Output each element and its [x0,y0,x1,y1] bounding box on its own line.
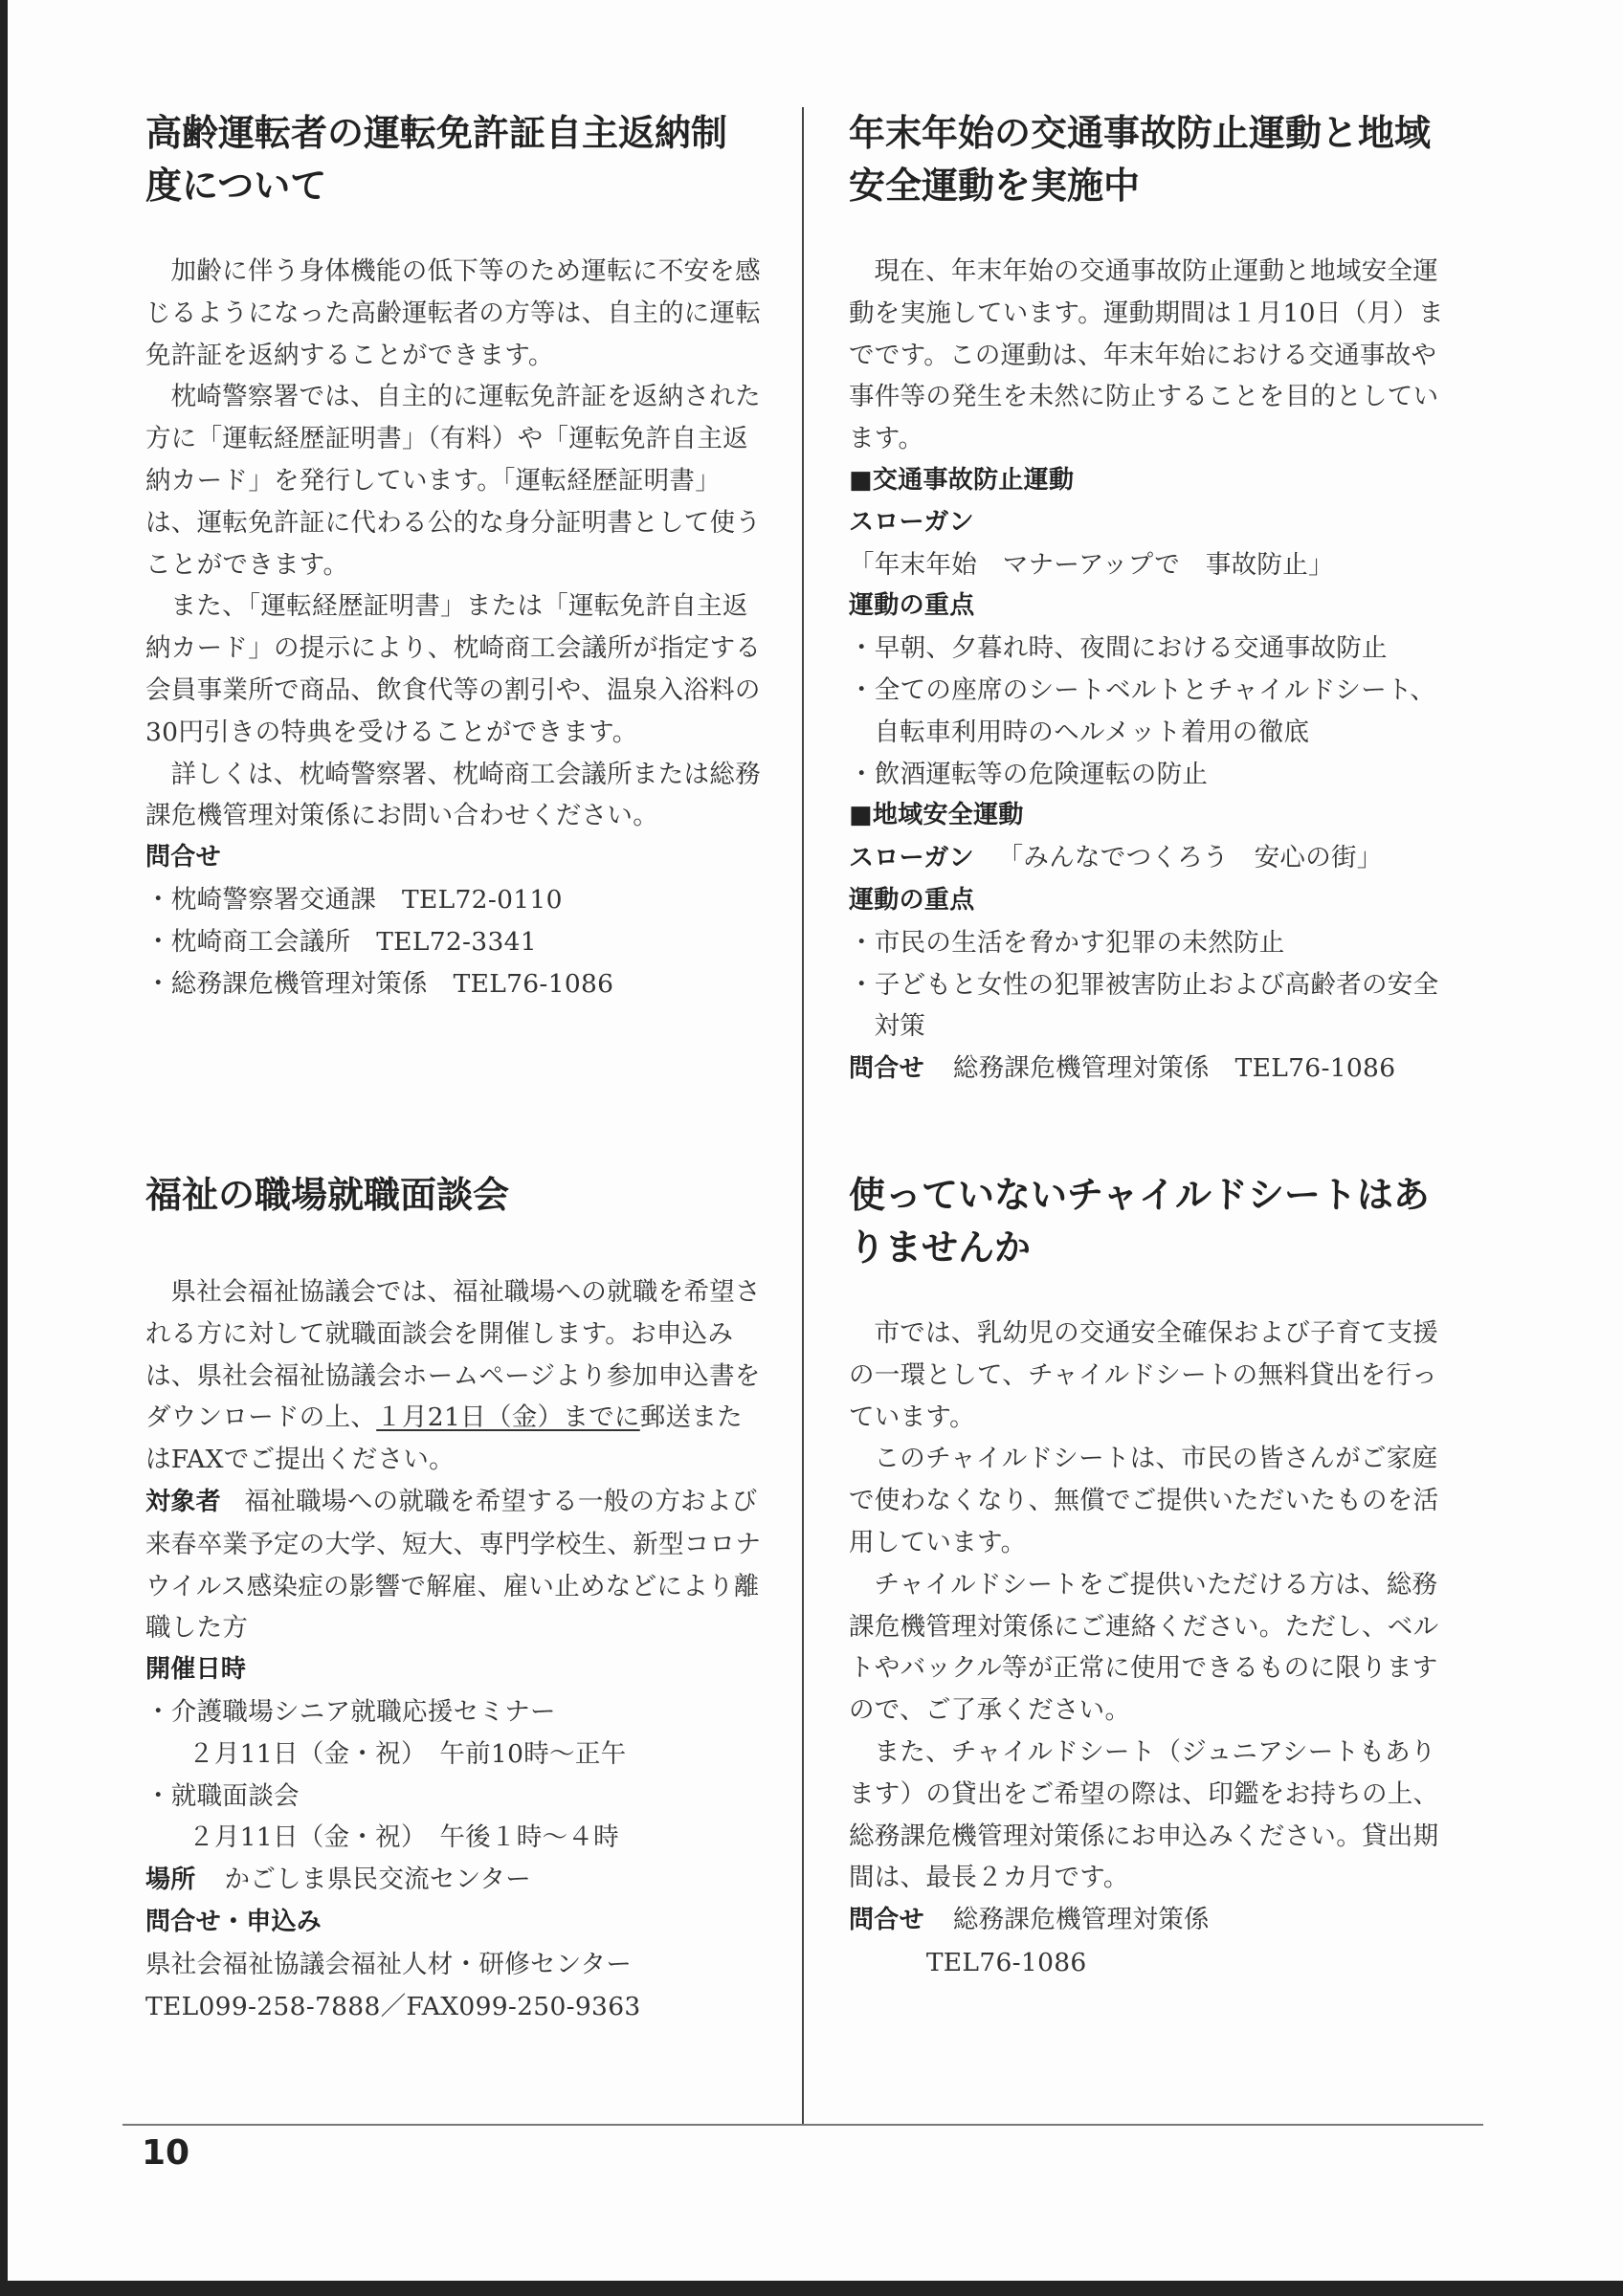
deadline: １月21日（金）までに [376,1402,640,1433]
contact-label: 問合せ・申込み [145,1907,322,1936]
target-label: 対象者 [145,1487,221,1516]
target-row [145,1481,767,1649]
focus-item: ・子どもと女性の犯罪被害防止および高齢者の安全対策 [849,969,1439,1042]
target: 福祉職場への就職を希望する一般の方および来春卒業予定の大学、短大、専門学校生、新型コロナウイルス感染症の影響で解雇、雇い止めなどにより離職した方 [145,1486,762,1644]
paragraph-text: 県社会福祉協議会では、福祉職場への就職を希望される方に対して就職面談会を開催します。お申込みは、県社会福祉協議会ホームページより参加申込書をダウンロードの上、 [145,1277,761,1433]
article-body [849,251,1461,1091]
paragraph: 詳しくは、枕崎警察署、枕崎商工会議所または総務課危機管理対策係にお問い合わせください。 [145,759,761,831]
focus-label: 運動の重点 [849,885,975,915]
paragraph: また、チャイルドシート（ジュニアシートもあります）の貸出をご希望の際は、印鑑をお持ちの上、総務課危機管理対策係にお申込みください。貸出期間は、最長２カ月です。 [849,1736,1439,1893]
contact-org: 県社会福祉協議会福祉人材・研修センター [145,1949,633,1979]
focus-item: ・全ての座席のシートベルトとチャイルドシート、自転車利用時のヘルメット着用の徹底 [849,674,1436,747]
contact-label: 問合せ [849,1906,924,1935]
paragraph: このチャイルドシートは、市民の皆さんがご家庭で使わなくなり、無償でご提供いただいたものを活用しています。 [849,1444,1439,1557]
contact-org: 総務課危機管理対策係 [952,1905,1210,1935]
slogan-row [849,837,1461,880]
paragraph: 枕崎警察署では、自主的に運転免許証を返納された方に「運転経歴証明書」（有料）や「運転免許自主返納カード」を発行しています。「運転経歴証明書」は、運転免許証に代わる公的な身分証明書として使うことができます。 [145,382,762,580]
event-name: ・介護職場シニア就職応援セミナー [145,1696,556,1727]
section-heading: ■地域安全運動 [849,801,1024,830]
paragraph: 市では、乳幼児の交通安全確保および子育て支援の一環として、チャイルドシートの無料貸出を行っています。 [849,1318,1439,1432]
contact-item: ・総務課危機管理対策係 TEL76-1086 [145,968,614,999]
slogan-label: スローガン [849,844,974,873]
paragraph-text: 郵送またはFAXでご提出ください。 [145,1402,743,1475]
title-line-1: 高齢運転者の運転免許証自主返納制 [145,112,728,154]
article-child-seat [849,1169,1461,1984]
paragraph: 現在、年末年始の交通事故防止運動と地域安全運動を実施しています。運動期間は１月10日（月）までです。この運動は、年末年始における交通事故や事件等の発生を未然に防止することを目的としています。 [849,256,1444,454]
title-line-1: 使っていないチャイルドシートはあ [849,1174,1430,1216]
contact-tel: TEL76-1086 [925,1947,1087,1977]
article-body [145,1271,767,2027]
contact-item: ・枕崎警察署交通課 TEL72-0110 [145,884,563,915]
focus-item: ・飲酒運転等の危険運転の防止 [849,759,1209,789]
place: かごしま県民交流センター [224,1865,532,1895]
title-line-2: 安全運動を実施中 [849,165,1141,207]
article-title [145,107,767,212]
article-title [849,107,1461,212]
slogan-label: スローガン [849,507,974,537]
contact-label: 問合せ [145,843,221,872]
focus-label: 運動の重点 [849,591,975,621]
place-label: 場所 [145,1866,196,1895]
scan-edge-bottom [0,2281,1623,2296]
column-divider [802,107,804,2126]
page-number: 10 [142,2133,190,2173]
scan-edge-left [0,0,8,2296]
article-welfare-job-fair [145,1169,767,2027]
focus-item: ・市民の生活を脅かす犯罪の未然防止 [849,927,1285,958]
article-title: 福祉の職場就職面談会 [145,1174,510,1216]
title-line-2: 度について [145,165,327,207]
event-time: ２月11日（金・祝） 午前10時～正午 [189,1738,627,1769]
contact-item: ・枕崎商工会議所 TEL72-3341 [145,926,537,957]
title-line-2: りませんか [849,1226,1032,1269]
title-line-1: 年末年始の交通事故防止運動と地域 [849,112,1432,154]
place-row [145,1859,767,1902]
contact-label: 問合せ [849,1054,924,1084]
paragraph: また、「運転経歴証明書」または「運転免許自主返納カード」の提示により、枕崎商工会議所が指定する会員事業所で商品、飲食代等の割引や、温泉入浴料の30円引きの特典を受けることができます。 [145,591,762,747]
slogan: 「みんなでつくろう 安心の街」 [997,843,1383,873]
paragraph [145,1271,767,1481]
article-body [145,251,767,1004]
article-body [849,1313,1461,1984]
article-title [849,1169,1461,1274]
contact-tel: TEL099-258-7888／FAX099-250-9363 [145,1991,641,2021]
date-label: 開催日時 [145,1655,247,1685]
contact-row [849,1048,1461,1091]
paragraph: チャイルドシートをご提供いただける方は、総務課危機管理対策係にご連絡ください。ただし、ベルトやバックル等が正常に使用できるものに限りますので、ご了承ください。 [849,1569,1439,1726]
focus-item: ・早朝、夕暮れ時、夜間における交通事故防止 [849,633,1388,664]
article-license-return [145,107,767,1004]
article-traffic-campaign [849,107,1461,1091]
contact: 総務課危機管理対策係 TEL76-1086 [952,1053,1396,1084]
event-name: ・就職面談会 [145,1780,300,1811]
slogan: 「年末年始 マナーアップで 事故防止」 [849,549,1334,580]
footer-rule [122,2124,1483,2126]
paragraph: 加齢に伴う身体機能の低下等のため運転に不安を感じるようになった高齢運転者の方等は、自主的に運転免許証を返納することができます。 [145,256,762,370]
section-heading: ■交通事故防止運動 [849,465,1075,495]
contact-row [849,1899,1461,1942]
event-time: ２月11日（金・祝） 午後１時～４時 [189,1822,619,1853]
